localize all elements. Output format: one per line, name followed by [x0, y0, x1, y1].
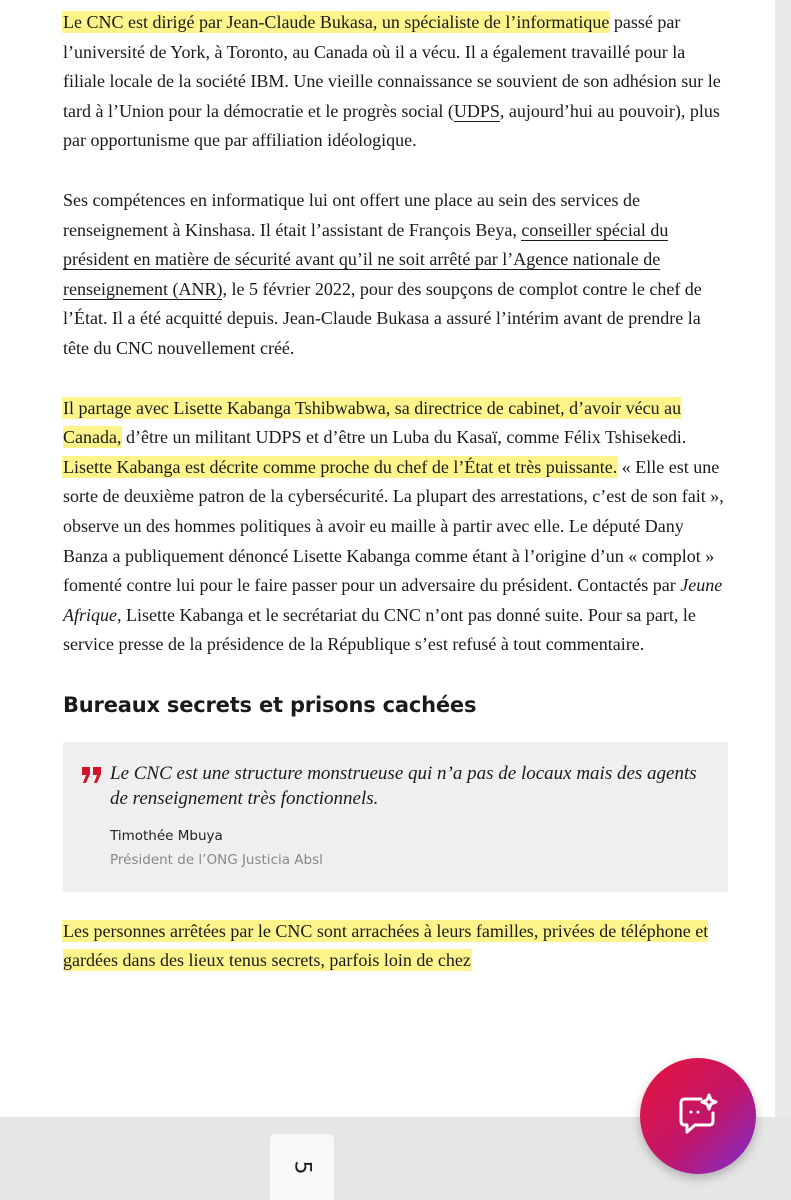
- publication-name: Jeune Afrique: [63, 575, 723, 625]
- page-number: 5: [289, 1160, 315, 1174]
- text: d’être un militant UDPS et d’être un Luba du Kasaï, comme Félix Tshisekedi.: [121, 427, 687, 448]
- highlight: un: [381, 12, 400, 32]
- highlight: Lisette Kabanga est décrite comme proche du chef de l’État et très puissante.: [63, 456, 618, 477]
- paragraph-2: [63, 186, 728, 364]
- paragraph-1: [63, 8, 728, 156]
- text: « Elle est une sorte de deuxième patron de la cybersécurité. La plupart des arrestations, c’est de son fait », observe un des hommes politiques à avoir eu maille à partir avec elle. Le député Dany Banza a publiquement dénoncé Lisette Kabanga comme étant à l’origine d’un « complot » fomenté contre lui pour le faire passer pour un adversaire du président. Contactés par: [63, 456, 724, 596]
- scrollbar[interactable]: [775, 0, 791, 1117]
- page-number-tab[interactable]: [270, 1134, 334, 1200]
- highlight: Les personnes arrêtées par le CNC sont arrachées à leurs familles, privées de téléphone et gardées dans des lieux tenus secrets, parfois loin de chez: [63, 920, 709, 971]
- highlight: Le CNC est dirigé par Jean-Claude Bukasa,: [63, 12, 382, 32]
- chat-assistant-button[interactable]: [640, 1058, 756, 1174]
- quote-author: Timothée Mbuya: [110, 827, 223, 844]
- paragraph-4: [63, 917, 728, 976]
- highlight: spécialiste de l’informatique: [399, 12, 610, 32]
- text: , le 5 février 2022, pour des soupçons de complot contre le chef de l’État. Il a été acquitté depuis. Jean-Claude Bukasa a assuré l’intérim avant de prendre la tête du CNC nouvellement créé.: [63, 278, 702, 358]
- text: Ses compétences en informatique lui ont offert une place au sein des services de renseignement à Kinshasa. Il était l’assistant de François Beya,: [63, 189, 640, 240]
- text: , aujourd’hui au pouvoir), plus par opportunisme que par affiliation idéologique.: [63, 100, 720, 151]
- article-body: [63, 8, 728, 1006]
- text: , Lisette Kabanga et le secrétariat du CNC n’ont pas donné suite. Pour sa part, le service presse de la présidence de la République s’est refusé à tout commentaire.: [63, 604, 696, 655]
- paragraph-3: [63, 394, 728, 660]
- pull-quote: [63, 742, 728, 892]
- chat-sparkle-icon: [675, 1091, 721, 1141]
- section-heading: Bureaux secrets et prisons cachées: [63, 692, 477, 717]
- beya-arrest-link[interactable]: conseiller spécial du président en matière de sécurité avant qu’il ne soit arrêté par l’Agence nationale de renseignement (ANR): [63, 219, 669, 299]
- udps-link[interactable]: UDPS: [453, 100, 500, 121]
- quote-text: Le CNC est une structure monstrueuse qui n’a pas de locaux mais des agents de renseignement très fonctionnels.: [110, 762, 697, 809]
- quote-icon: [81, 756, 103, 790]
- highlight: Il partage avec Lisette Kabanga Tshibwabwa, sa directrice de cabinet, d’avoir vécu au Canada,: [63, 397, 682, 448]
- quote-author-role: Président de l’ONG Justicia Absl: [110, 851, 323, 868]
- text: passé par l’université de York, à Toronto, au Canada où il a vécu. Il a également travaillé pour la filiale locale de la société IBM. Une vieille connaissance se souvient de son adhésion sur le tard à l’Union pour la démocratie et le progrès social (: [63, 12, 721, 121]
